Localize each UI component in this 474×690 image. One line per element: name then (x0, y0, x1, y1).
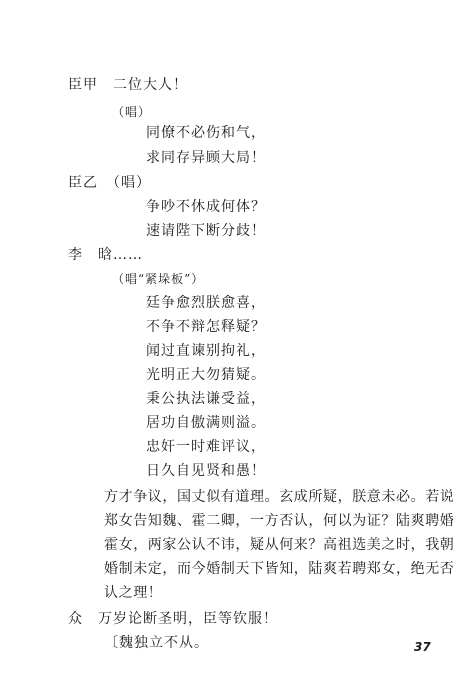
prose-line: 婚制未定，而今婚制天下皆知，陆爽若聘郑女，绝无否 (104, 561, 455, 577)
verse-line: 不争不辩怎释疑？ (146, 319, 266, 335)
verse-line: 光明正大勿猜疑。 (146, 367, 266, 383)
verse-line: 忠奸一时难评议， (146, 439, 266, 455)
page-number: 37 (414, 640, 431, 654)
verse-line: 日久自见贤和愚！ (146, 463, 266, 479)
dialogue-line-all: 众 万岁论断圣明，臣等钦服！ (68, 611, 278, 627)
dialogue-line-li-han: 李 晗…… (68, 247, 143, 263)
dialogue-line-minister-a: 臣甲 二位大人！ (68, 77, 188, 93)
prose-line: 方才争议，国丈似有道理。玄成所疑，朕意未必。若说 (104, 489, 455, 505)
prose-line: 郑女告知魏、霍二卿，一方否认，何以为证？陆爽聘婚 (104, 513, 455, 529)
stage-direction: 〔魏独立不从。 (104, 635, 209, 651)
prose-line: 霍女，两家公认不讳，疑从何来？高祖选美之时，我朝 (104, 537, 455, 553)
prose-line: 认之理！ (104, 585, 163, 601)
stage-cue-sing-tune: （唱“紧垛板”） (112, 272, 205, 286)
verse-line: 同僚不必伤和气， (146, 125, 266, 141)
verse-line: 闻过直谏别拘礼， (146, 343, 266, 359)
dialogue-line-minister-b: 臣乙 （唱） (68, 175, 151, 191)
verse-line: 争吵不休成何体？ (146, 199, 266, 215)
stage-cue-sing: （唱） (112, 105, 152, 119)
verse-line: 速请陛下断分歧！ (146, 223, 266, 239)
verse-line: 求同存异顾大局！ (146, 150, 266, 166)
verse-line: 居功自傲满则溢。 (146, 415, 266, 431)
verse-line: 秉公执法谦受益， (146, 391, 266, 407)
verse-line: 廷争愈烈朕愈喜， (146, 295, 266, 311)
